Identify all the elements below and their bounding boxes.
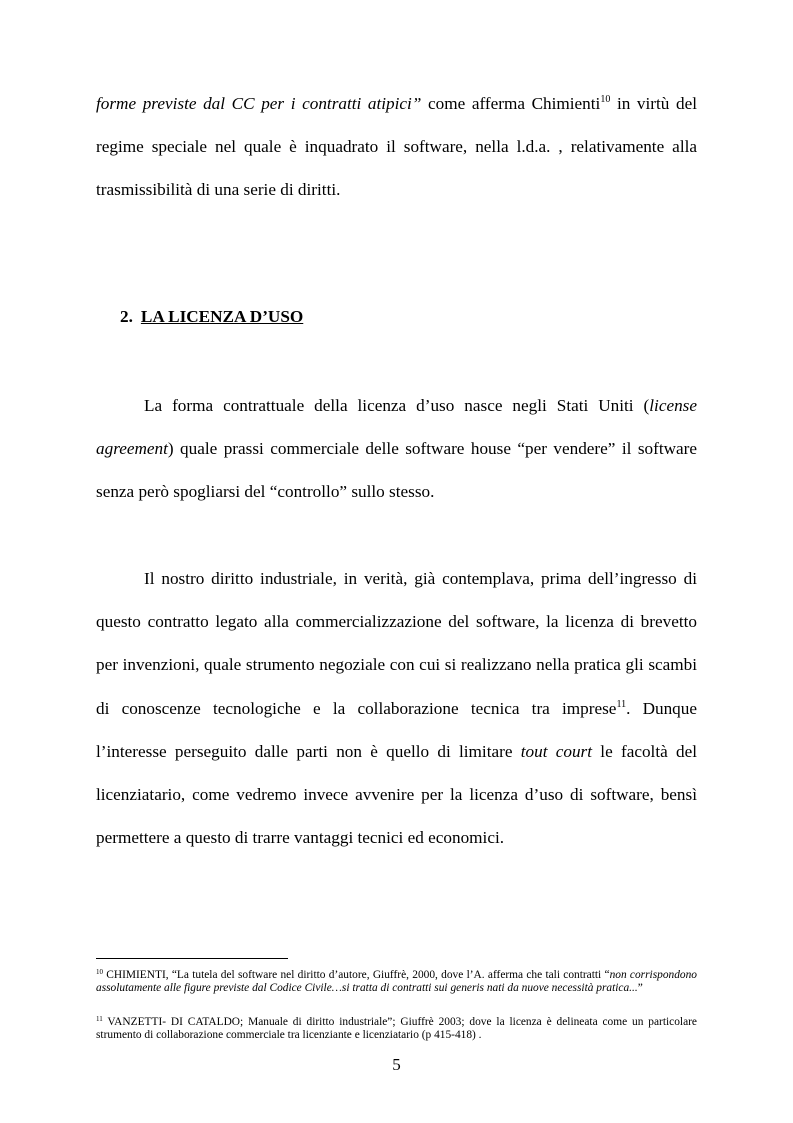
- footnote-number: 10: [96, 968, 103, 976]
- footnote-divider: [96, 958, 288, 959]
- footnote-ref-11[interactable]: 11: [616, 698, 627, 710]
- footnote-10: [96, 969, 697, 996]
- footnote-ref-10[interactable]: 10: [600, 94, 611, 105]
- paragraph-license-origin: [96, 384, 697, 514]
- text-span: come afferma Chimienti: [421, 94, 601, 113]
- section-number: 2.: [120, 307, 133, 326]
- text-span: La forma contrattuale della licenza d’uso nasce negli Stati Uniti (: [144, 396, 650, 415]
- footnote-11: [96, 1016, 697, 1043]
- italic-term: license agreement: [96, 396, 697, 459]
- italic-term: tout court: [520, 741, 593, 761]
- italic-quote: forme previste dal CC per i contratti atipici”: [96, 94, 422, 113]
- text-span: . Dunque l’interesse perseguito dalle parti non è quello di limitare: [96, 698, 697, 761]
- page-number: 5: [392, 1055, 401, 1074]
- text-span: Il nostro diritto industriale, in verità, già contemplava, prima dell’ingresso di questo contratto legato alla commercializzazione del software, la licenza di brevetto per invenzioni, quale strumento negoziale con cui si realizzano nella pratica gli scambi di conoscenze tecnologiche e la collaborazione tecnica tra imprese: [96, 569, 697, 718]
- section-heading: [120, 307, 303, 327]
- italic-quote: non corrispondono assolutamente alle figure previste dal Codice Civile…si tratta di contratti sui generis nati da nuove necessità pratica...: [96, 969, 698, 995]
- text-span: VANZETTI- DI CATALDO; Manuale di diritto industriale”; Giuffrè 2003; dove la licenza è delineata come un particolare strumento di collaborazione commerciale tra licenziante e licenziatario (p 415-418) .: [96, 1016, 697, 1042]
- footnote-number: 11: [96, 1015, 103, 1023]
- text-span: CHIMIENTI, “La tutela del software nel diritto d’autore, Giuffrè, 2000, dove l’A. afferma che tali contratti “: [103, 969, 610, 981]
- section-title: LA LICENZA D’USO: [140, 307, 304, 326]
- text-span: ) quale prassi commerciale delle software house “per vendere” il software senza però spogliarsi del “controllo” sullo stesso.: [96, 439, 697, 502]
- paragraph-intro: [96, 82, 697, 212]
- paragraph-industrial-law: [96, 557, 697, 859]
- text-span: ”: [637, 982, 643, 995]
- text-span: in virtù del regime speciale nel quale è inquadrato il software, nella l.d.a. , relativamente alla trasmissibilità di una serie di diritti.: [96, 94, 697, 200]
- text-span: le facoltà del licenziatario, come vedremo invece avvenire per la licenza d’uso di software, bensì permettere a questo di trarre vantaggi tecnici ed economici.: [96, 741, 697, 848]
